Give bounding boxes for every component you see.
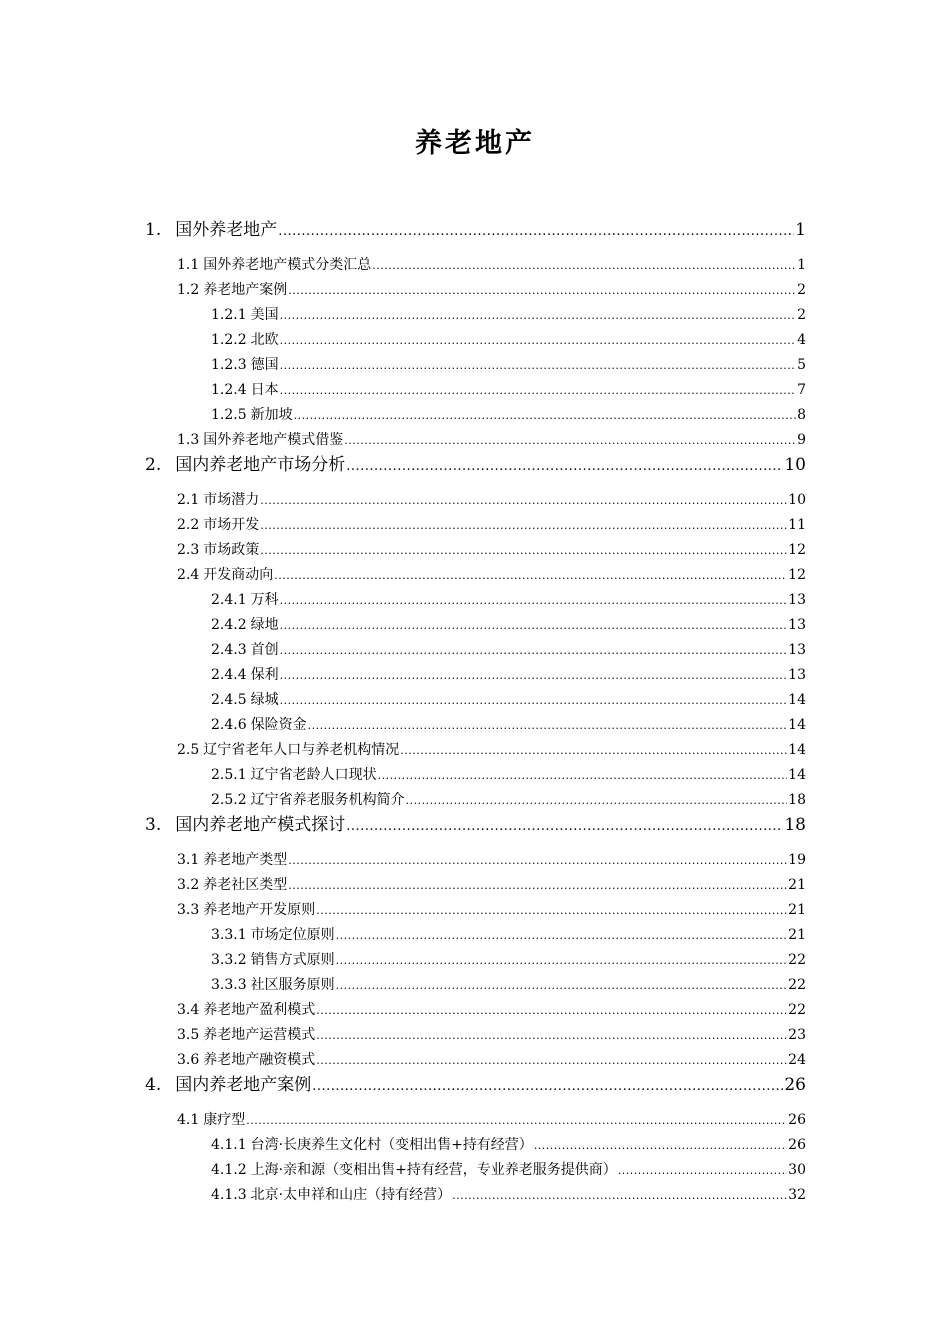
toc-entry-level3[interactable] — [211, 588, 806, 612]
toc-entry-level3[interactable] — [211, 638, 806, 662]
toc-entry-title: 新加坡 — [250, 407, 293, 423]
toc-page-number: 12 — [788, 542, 806, 558]
toc-page-number: 23 — [788, 1027, 806, 1043]
toc-entry-title: 上海·亲和源（变相出售+持有经营，专业养老服务提供商） — [250, 1162, 617, 1178]
toc-entry-label — [211, 303, 279, 327]
toc-entry-title: 万科 — [250, 592, 279, 608]
toc-dot-leader — [400, 739, 787, 763]
toc-entry-title: 保利 — [250, 667, 279, 683]
toc-entry-label — [177, 253, 371, 277]
toc-page-number: 19 — [788, 852, 806, 868]
toc-entry-label — [177, 738, 399, 762]
toc-entry-level1[interactable] — [145, 1071, 806, 1099]
toc-entry-title: 市场政策 — [203, 542, 260, 558]
toc-page-number: 2 — [797, 307, 806, 323]
toc-entry-label — [211, 763, 377, 787]
toc-entry-level3[interactable] — [211, 1158, 806, 1182]
toc-entry-title: 国外养老地产模式分类汇总 — [203, 257, 372, 273]
toc-entry-title: 国内养老地产案例 — [175, 1075, 312, 1095]
toc-dot-leader — [280, 614, 788, 638]
toc-entry-number: 3.1 — [177, 852, 200, 868]
toc-dot-leader — [378, 764, 788, 788]
toc-entry-level3[interactable] — [211, 303, 806, 327]
toc-entry-level3[interactable] — [211, 613, 806, 637]
toc-dot-leader — [372, 254, 796, 278]
toc-dot-leader — [246, 1109, 787, 1133]
toc-entry-title: 国外养老地产 — [175, 220, 278, 240]
toc-entry-number: 2.4.2 — [211, 617, 247, 633]
toc-page-number: 14 — [788, 767, 806, 783]
toc-dot-leader — [288, 279, 796, 303]
toc-page-number: 10 — [784, 455, 806, 475]
toc-page-number: 13 — [788, 642, 806, 658]
toc-entry-title: 国外养老地产模式借鉴 — [203, 432, 344, 448]
toc-dot-leader — [316, 999, 787, 1023]
toc-page-number: 2 — [797, 282, 806, 298]
toc-entry-label — [177, 1108, 245, 1132]
toc-dot-leader — [260, 539, 787, 563]
toc-dot-leader — [346, 813, 783, 841]
toc-entry-number: 2.4.3 — [211, 642, 247, 658]
toc-entry-title: 康疗型 — [203, 1112, 246, 1128]
toc-entry-number: 1.2.2 — [211, 332, 247, 348]
toc-entry-level2[interactable] — [177, 898, 806, 922]
toc-entry-level3[interactable] — [211, 378, 806, 402]
toc-entry-label — [145, 811, 345, 839]
toc-entry-title: 养老地产类型 — [203, 852, 288, 868]
toc-entry-level2[interactable] — [177, 873, 806, 897]
toc-entry-number: 3.3.2 — [211, 952, 247, 968]
toc-dot-leader — [280, 664, 788, 688]
toc-page-number: 7 — [797, 382, 806, 398]
toc-entry-number: 3.6 — [177, 1052, 200, 1068]
toc-entry-level3[interactable] — [211, 1183, 806, 1207]
toc-entry-label — [211, 1158, 617, 1182]
toc-dot-leader — [618, 1159, 787, 1183]
toc-entry-label — [211, 688, 279, 712]
toc-entry-label — [211, 353, 279, 377]
toc-entry-level2[interactable] — [177, 1108, 806, 1132]
toc-dot-leader — [452, 1184, 787, 1208]
toc-entry-title: 日本 — [250, 382, 279, 398]
toc-entry-title: 养老社区类型 — [203, 877, 288, 893]
toc-page-number: 22 — [788, 1002, 806, 1018]
toc-entry-label — [211, 403, 293, 427]
toc-entry-label — [211, 788, 405, 812]
toc-dot-leader — [288, 849, 787, 873]
toc-entry-label — [211, 663, 279, 687]
toc-dot-leader — [280, 354, 796, 378]
toc-entry-label — [211, 923, 335, 947]
toc-entry-label — [211, 613, 279, 637]
toc-page-number: 22 — [788, 952, 806, 968]
toc-entry-level2[interactable] — [177, 428, 806, 452]
toc-page-number: 1 — [797, 257, 806, 273]
toc-page-number: 18 — [784, 815, 806, 835]
toc-entry-level2[interactable] — [177, 278, 806, 302]
toc-entry-level2[interactable] — [177, 998, 806, 1022]
toc-entry-title: 台湾·长庚养生文化村（变相出售+持有经营） — [250, 1137, 533, 1153]
toc-page-number: 9 — [797, 432, 806, 448]
toc-entry-number: 2.3 — [177, 542, 200, 558]
toc-entry-title: 德国 — [250, 357, 279, 373]
toc-entry-level2[interactable] — [177, 488, 806, 512]
toc-entry-level2[interactable] — [177, 563, 806, 587]
toc-page-number: 10 — [788, 492, 806, 508]
toc-entry-level3[interactable] — [211, 973, 806, 997]
toc-entry-label — [211, 1183, 451, 1207]
toc-entry-title: 养老地产运营模式 — [203, 1027, 316, 1043]
toc-entry-level2[interactable] — [177, 1023, 806, 1047]
toc-entry-level2[interactable] — [177, 253, 806, 277]
toc-entry-number: 2.4.4 — [211, 667, 247, 683]
toc-dot-leader — [336, 949, 788, 973]
toc-dot-leader — [316, 1049, 787, 1073]
toc-entry-label — [211, 973, 335, 997]
toc-entry-title: 市场定位原则 — [250, 927, 335, 943]
toc-entry-title: 养老地产开发原则 — [203, 902, 316, 918]
toc-page-number: 1 — [795, 220, 806, 240]
toc-entry-label — [177, 873, 287, 897]
toc-dot-leader — [316, 1024, 787, 1048]
toc-page-number: 13 — [788, 667, 806, 683]
toc-entry-label — [177, 488, 259, 512]
toc-page-number: 21 — [788, 877, 806, 893]
toc-page-number: 13 — [788, 592, 806, 608]
toc-dot-leader — [406, 789, 788, 813]
toc-entry-number: 2.5.2 — [211, 792, 247, 808]
toc-entry-number: 4.1.3 — [211, 1187, 247, 1203]
toc-entry-level2[interactable] — [177, 538, 806, 562]
toc-page-number: 11 — [788, 517, 806, 533]
toc-entry-number: 2.2 — [177, 517, 200, 533]
toc-page-number: 13 — [788, 617, 806, 633]
toc-dot-leader — [260, 489, 787, 513]
toc-entry-title: 社区服务原则 — [250, 977, 335, 993]
toc-page-number: 26 — [788, 1112, 806, 1128]
toc-entry-number: 4.1.2 — [211, 1162, 247, 1178]
toc-entry-title: 养老地产盈利模式 — [203, 1002, 316, 1018]
toc-entry-label — [177, 428, 343, 452]
toc-entry-level3[interactable] — [211, 328, 806, 352]
toc-entry-number: 2.4 — [177, 567, 200, 583]
toc-dot-leader — [288, 874, 787, 898]
toc-entry-label — [177, 1023, 315, 1047]
toc-entry-number: 2. — [145, 455, 162, 475]
toc-entry-number: 2.1 — [177, 492, 200, 508]
toc-page-number: 4 — [797, 332, 806, 348]
toc-dot-leader — [278, 218, 794, 246]
toc-entry-number: 3.5 — [177, 1027, 200, 1043]
toc-entry-label — [177, 898, 315, 922]
toc-entry-title: 市场开发 — [203, 517, 260, 533]
toc-entry-level1[interactable] — [145, 811, 806, 839]
toc-dot-leader — [336, 974, 788, 998]
toc-page-number: 22 — [788, 977, 806, 993]
toc-page-number: 5 — [797, 357, 806, 373]
toc-entry-number: 2.5.1 — [211, 767, 247, 783]
toc-entry-level3[interactable] — [211, 763, 806, 787]
toc-entry-level3[interactable] — [211, 1133, 806, 1157]
toc-entry-title: 辽宁省老年人口与养老机构情况 — [203, 742, 400, 758]
toc-entry-title: 辽宁省老龄人口现状 — [250, 767, 377, 783]
toc-page-number: 26 — [788, 1137, 806, 1153]
toc-entry-label — [177, 998, 315, 1022]
toc-entry-title: 市场潜力 — [203, 492, 260, 508]
toc-entry-number: 1.2.5 — [211, 407, 247, 423]
toc-entry-level3[interactable] — [211, 403, 806, 427]
toc-entry-number: 1.2.4 — [211, 382, 247, 398]
toc-entry-number: 2.4.5 — [211, 692, 247, 708]
toc-entry-level1[interactable] — [145, 451, 806, 479]
toc-page-number: 14 — [788, 692, 806, 708]
toc-entry-label — [177, 1048, 315, 1072]
toc-entry-label — [177, 563, 273, 587]
toc-dot-leader — [280, 379, 796, 403]
toc-page-number: 21 — [788, 902, 806, 918]
toc-page-number: 32 — [788, 1187, 806, 1203]
toc-entry-number: 3.4 — [177, 1002, 200, 1018]
toc-entry-level3[interactable] — [211, 713, 806, 737]
toc-entry-title: 国内养老地产市场分析 — [175, 455, 346, 475]
toc-entry-label — [145, 451, 345, 479]
toc-entry-level3[interactable] — [211, 948, 806, 972]
toc-dot-leader — [308, 714, 788, 738]
toc-entry-title: 北京·太申祥和山庄（持有经营） — [250, 1187, 452, 1203]
toc-entry-title: 销售方式原则 — [250, 952, 335, 968]
toc-entry-label — [211, 948, 335, 972]
toc-entry-level3[interactable] — [211, 353, 806, 377]
toc-entry-label — [211, 378, 279, 402]
toc-entry-title: 首创 — [250, 642, 279, 658]
toc-entry-label — [177, 513, 259, 537]
toc-entry-label — [177, 538, 259, 562]
toc-entry-title: 绿地 — [250, 617, 279, 633]
toc-entry-title: 绿城 — [250, 692, 279, 708]
toc-entry-number: 3.2 — [177, 877, 200, 893]
toc-dot-leader — [346, 453, 783, 481]
toc-entry-number: 3.3 — [177, 902, 200, 918]
toc-entry-title: 美国 — [250, 307, 279, 323]
toc-page-number: 26 — [784, 1075, 806, 1095]
toc-entry-number: 2.5 — [177, 742, 200, 758]
toc-page-number: 14 — [788, 742, 806, 758]
toc-page-number: 30 — [788, 1162, 806, 1178]
toc-entry-title: 保险资金 — [250, 717, 307, 733]
toc-dot-leader — [280, 639, 788, 663]
toc-entry-title: 国内养老地产模式探讨 — [175, 815, 346, 835]
toc-entry-number: 3. — [145, 815, 162, 835]
toc-entry-label — [211, 638, 279, 662]
toc-entry-number: 1. — [145, 220, 162, 240]
toc-entry-label — [145, 216, 277, 244]
toc-entry-number: 1.3 — [177, 432, 200, 448]
toc-entry-label — [211, 713, 307, 737]
toc-dot-leader — [336, 924, 788, 948]
toc-dot-leader — [280, 689, 788, 713]
toc-entry-label — [145, 1071, 311, 1099]
toc-entry-number: 1.2 — [177, 282, 200, 298]
toc-dot-leader — [274, 564, 787, 588]
toc-entry-level2[interactable] — [177, 848, 806, 872]
toc-page-number: 18 — [788, 792, 806, 808]
toc-dot-leader — [280, 304, 796, 328]
toc-entry-number: 1.2.3 — [211, 357, 247, 373]
toc-entry-title: 养老地产案例 — [203, 282, 288, 298]
toc-entry-level2[interactable] — [177, 513, 806, 537]
toc-entry-number: 3.3.3 — [211, 977, 247, 993]
toc-entry-number: 3.3.1 — [211, 927, 247, 943]
toc-page-number: 14 — [788, 717, 806, 733]
toc-entry-level3[interactable] — [211, 923, 806, 947]
toc-entry-number: 1.1 — [177, 257, 200, 273]
toc-entry-number: 4. — [145, 1075, 162, 1095]
toc-entry-level1[interactable] — [145, 216, 806, 244]
toc-dot-leader — [280, 329, 796, 353]
toc-entry-title: 辽宁省养老服务机构简介 — [250, 792, 405, 808]
toc-page-number: 12 — [788, 567, 806, 583]
toc-dot-leader — [344, 429, 796, 453]
toc-entry-title: 养老地产融资模式 — [203, 1052, 316, 1068]
toc-page-number: 21 — [788, 927, 806, 943]
toc-entry-label — [211, 1133, 533, 1157]
toc-entry-level3[interactable] — [211, 663, 806, 687]
toc-entry-number: 4.1.1 — [211, 1137, 247, 1153]
toc-entry-number: 2.4.1 — [211, 592, 247, 608]
toc-dot-leader — [534, 1134, 787, 1158]
toc-entry-level3[interactable] — [211, 688, 806, 712]
toc-entry-label — [211, 328, 279, 352]
toc-dot-leader — [312, 1073, 783, 1101]
toc-entry-title: 开发商动向 — [203, 567, 274, 583]
page-title: 养老地产 — [415, 128, 535, 159]
toc-entry-level2[interactable] — [177, 738, 806, 762]
toc-entry-title: 北欧 — [250, 332, 279, 348]
toc-dot-leader — [280, 589, 788, 613]
toc-page-number: 24 — [788, 1052, 806, 1068]
toc-dot-leader — [260, 514, 787, 538]
toc-entry-number: 2.4.6 — [211, 717, 247, 733]
toc-entry-label — [177, 848, 287, 872]
toc-entry-level3[interactable] — [211, 788, 806, 812]
toc-entry-level2[interactable] — [177, 1048, 806, 1072]
toc-entry-number: 4.1 — [177, 1112, 200, 1128]
toc-entry-label — [211, 588, 279, 612]
toc-dot-leader — [316, 899, 787, 923]
toc-entry-label — [177, 278, 287, 302]
toc-entry-number: 1.2.1 — [211, 307, 247, 323]
toc-dot-leader — [294, 404, 796, 428]
toc-page-number: 8 — [797, 407, 806, 423]
